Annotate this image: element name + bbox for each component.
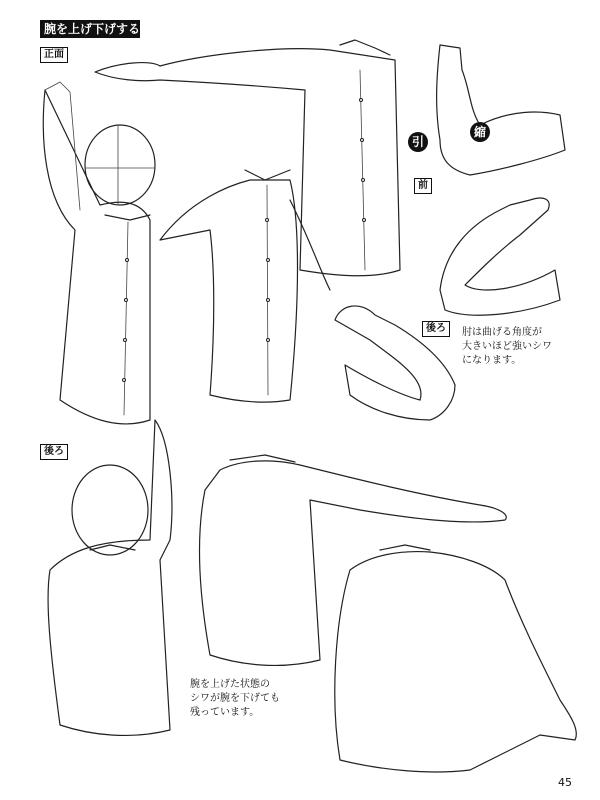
bent-arm-middle — [440, 198, 560, 315]
page-title: 腕を上げ下げする — [40, 20, 140, 38]
front-horizontal-arm-figure — [95, 40, 400, 276]
shrink-badge: 縮 — [470, 122, 490, 142]
raised-arm-caption: 腕を上げた状態の シワが腕を下げても 残っています。 — [190, 679, 280, 718]
back-raised-arm-figure — [48, 420, 172, 735]
back-arms-down-figure — [335, 545, 577, 772]
before-label: 前 — [414, 178, 432, 194]
front-view-label: 正面 — [40, 47, 68, 63]
bent-arm-before — [437, 45, 565, 175]
after-label: 後ろ — [422, 321, 450, 337]
front-arms-out-figure — [160, 170, 330, 402]
page-number: 45 — [558, 776, 572, 789]
back-view-label: 後ろ — [40, 444, 68, 460]
back-horizontal-arm-figure — [200, 455, 507, 665]
elbow-caption: 肘は曲げる角度が 大きいほど強いシワ になります。 — [462, 327, 552, 366]
front-raised-arm-figure — [43, 82, 155, 424]
pull-badge: 引 — [408, 132, 428, 152]
